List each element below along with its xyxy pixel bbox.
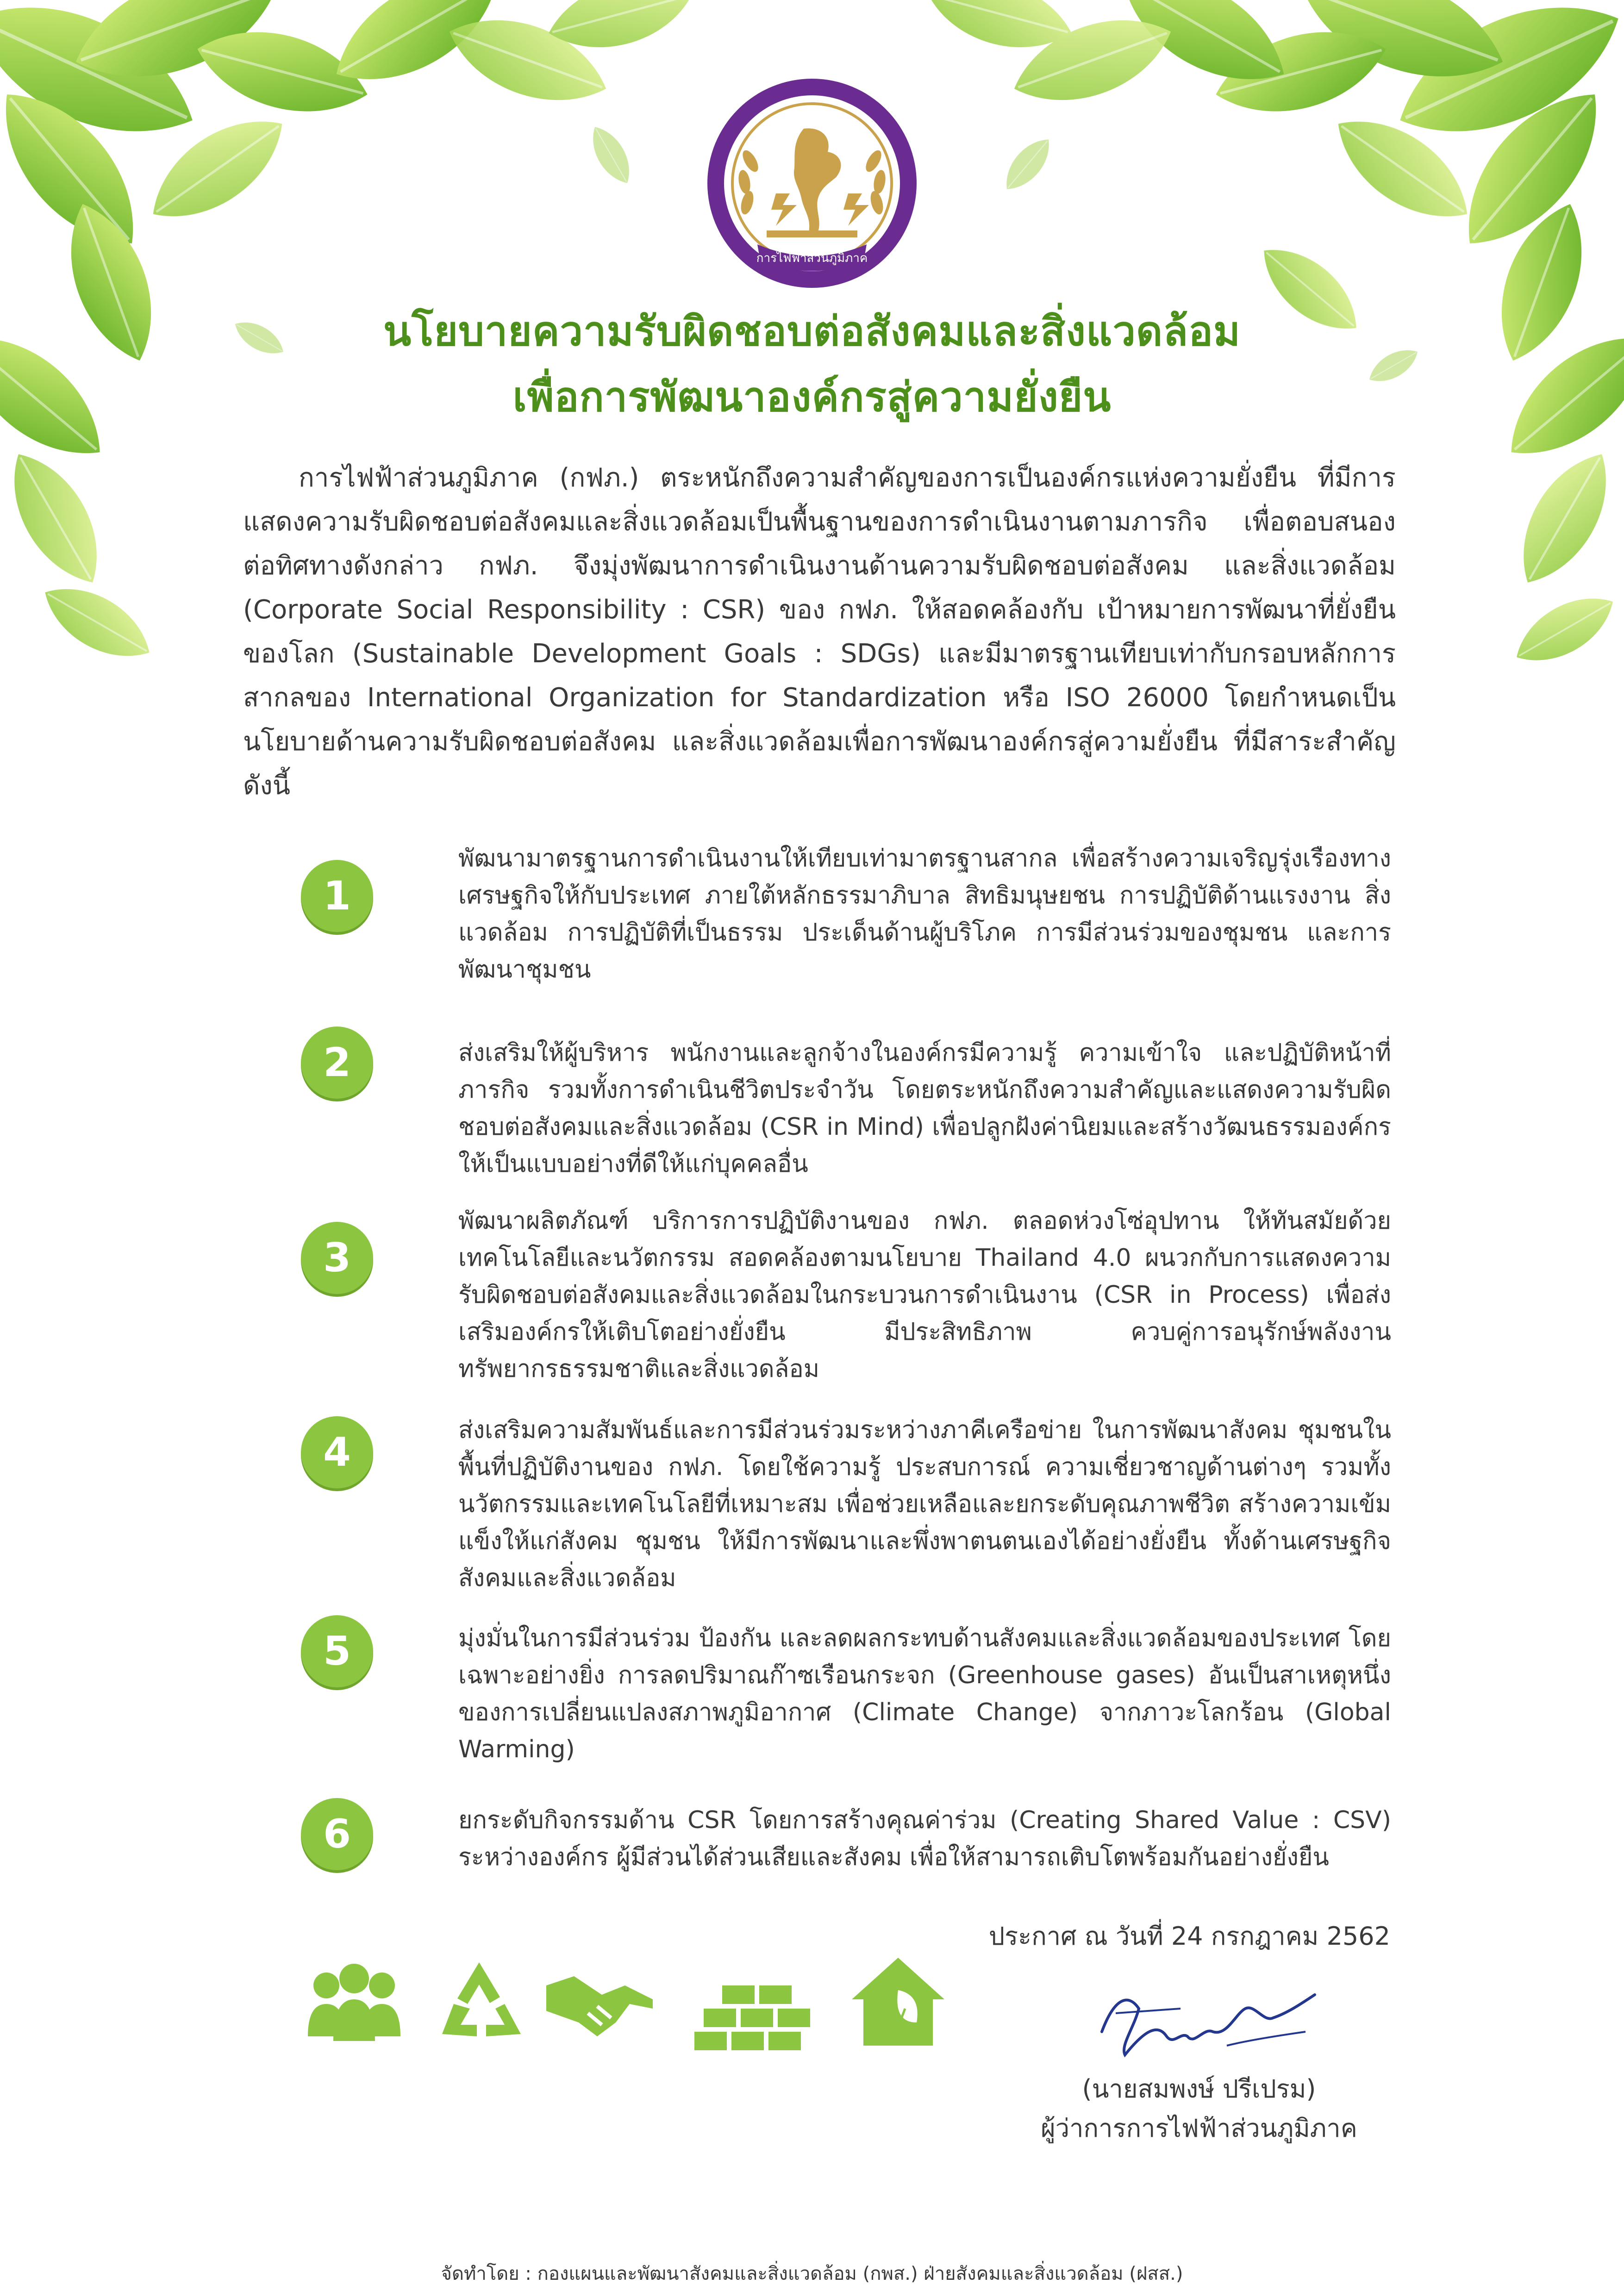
handshake-icon [546,1976,653,2036]
eco-house-icon [852,1958,944,2046]
item-text: ส่งเสริมความสัมพันธ์และการมีส่วนร่วมระหว่างภาคีเครือข่าย ในการพัฒนาสังคม ชุมชนในพื้นที่ปฏิบัติงานของ กฟภ. โดยใช้ความรู้ ประสบการณ์ ความเชี่ยวชาญด้านต่างๆ รวมทั้งนวัตกรรมและเทคโนโลยีที่เหมาะสม เพื่อช่วยเหลือและยกระดับคุณภาพชีวิต สร้างความเข้มแข็งให้แก่สังคม ชุมชน ให้มีการพัฒนาและพึ่งพาตนตนเองได้อย่างยั่งยืน ทั้งด้านเศรษฐกิจ สังคมและสิ่งแวดล้อม [458,1416,1391,1592]
bricks-icon [694,1985,810,2050]
item-number-badge: 3 [301,1222,373,1294]
item-text: พัฒนาผลิตภัณฑ์ บริการการปฏิบัติงานของ กฟภ. ตลอดห่วงโซ่อุปทาน ให้ทันสมัยด้วยเทคโนโลยีและนวัตกรรม สอดคล้องตามนโยบาย Thailand 4.0 ผนวกกับการแสดงความรับผิดชอบต่อสังคมและสิ่งแวดล้อมในกระบวนการดำเนินงาน (CSR in Process) เพื่อส่งเสริมองค์กรให้เติบโตอย่างยั่งยืน มีประสิทธิภาพ ควบคู่การอนุรักษ์พลังงานทรัพยากรธรรมชาติและสิ่งแวดล้อม [458,1207,1391,1383]
pea-logo [706,78,918,289]
item-number-badge: 2 [301,1027,373,1099]
item-number-badge: 1 [301,860,373,932]
policy-title-line2: เพื่อการพัฒนาองค์กรสู่ความยั่งยืน [512,373,1112,421]
item-text: ส่งเสริมให้ผู้บริหาร พนักงานและลูกจ้างในองค์กรมีความรู้ ความเข้าใจ และปฏิบัติหน้าที่ภารกิจ รวมทั้งการดำเนินชีวิตประจำวัน โดยตระหนักถึงความสำคัญและแสดงความรับผิดชอบต่อสังคมและสิ่งแวดล้อม (CSR in Mind) เพื่อปลูกฝังค่านิยมและสร้างวัฒนธรรมองค์กรให้เป็นแบบอย่างที่ดีให้แก่บุคคลอื่น [458,1039,1391,1178]
csr-icons-row [296,1953,991,2055]
item-text: ยกระดับกิจกรรมด้าน CSR โดยการสร้างคุณค่าร่วม (Creating Shared Value : CSV) ระหว่างองค์กร ผู้มีส่วนได้ส่วนเสียและสังคม เพื่อให้สามารถเติบโตพร้อมกันอย่างยั่งยืน [458,1806,1391,1871]
intro-paragraph: การไฟฟ้าส่วนภูมิภาค (กฟภ.) ตระหนักถึงความสำคัญของการเป็นองค์กรแห่งความยั่งยืน ที่มีการแสดงความรับผิดชอบต่อสังคมและสิ่งแวดล้อมเป็นพื้นฐานของการดำเนินงานตามภารกิจ เพื่อตอบสนองต่อทิศทางดังกล่าว กฟภ. จึงมุ่งพัฒนาการดำเนินงานด้านความรับผิดชอบต่อสังคม และสิ่งแวดล้อม (Corporate Social Responsibility : CSR) ของ กฟภ. ให้สอดคล้องกับ เป้าหมายการพัฒนาที่ยั่งยืนของโลก (Sustainable Development Goals : SDGs) และมีมาตรฐานเทียบเท่ากับกรอบหลักการสากลของ International Organization for Standardization หรือ ISO 26000 โดยกำหนดเป็นนโยบายด้านความรับผิดชอบต่อสังคม และสิ่งแวดล้อมเพื่อการพัฒนาองค์กรสู่ความยั่งยืน ที่มีสาระสำคัญ ดังนี้ [243,463,1396,801]
policy-title-line1: นโยบายความรับผิดชอบต่อสังคมและสิ่งแวดล้อม [383,307,1241,355]
people-icon [308,1964,400,2041]
signer-name: (นายสมพงษ์ ปรีเปรม) [1082,2074,1316,2103]
logo-text: การไฟฟ้าส่วนภูมิภาค [756,251,868,265]
item-text: พัฒนามาตรฐานการดำเนินงานให้เทียบเท่ามาตรฐานสากล เพื่อสร้างความเจริญรุ่งเรืองทางเศรษฐกิจให้กับประเทศ ภายใต้หลักธรรมาภิบาล สิทธิมนุษยชน การปฏิบัติด้านแรงงาน สิ่งแวดล้อม การปฏิบัติที่เป็นธรรม ประเด็นด้านผู้บริโภค การมีส่วนร่วมของชุมชน และการพัฒนาชุมชน [458,845,1391,983]
recycle-icon [442,1962,521,2036]
item-number-badge: 4 [301,1416,373,1488]
item-number-badge: 6 [301,1798,373,1870]
footer-credit: จัดทำโดย : กองแผนและพัฒนาสังคมและสิ่งแวดล้อม (กพส.) ฝ่ายสังคมและสิ่งแวดล้อม (ฝสส.) [441,2263,1183,2284]
announcement-date: ประกาศ ณ วันที่ 24 กรกฎาคม 2562 [988,1922,1390,1951]
item-text: มุ่งมั่นในการมีส่วนร่วม ป้องกัน และลดผลกระทบด้านสังคมและสิ่งแวดล้อมของประเทศ โดยเฉพาะอย่างยิ่ง การลดปริมาณก๊าซเรือนกระจก (Greenhouse gases) อันเป็นสาเหตุหนึ่งของการเปลี่ยนแปลงสภาพภูมิอากาศ (Climate Change) จากภาวะโลกร้อน (Global Warming) [458,1624,1391,1763]
signature [1088,1976,1329,2069]
item-number-badge: 5 [301,1615,373,1687]
signer-position: ผู้ว่าการการไฟฟ้าส่วนภูมิภาค [1041,2114,1357,2143]
